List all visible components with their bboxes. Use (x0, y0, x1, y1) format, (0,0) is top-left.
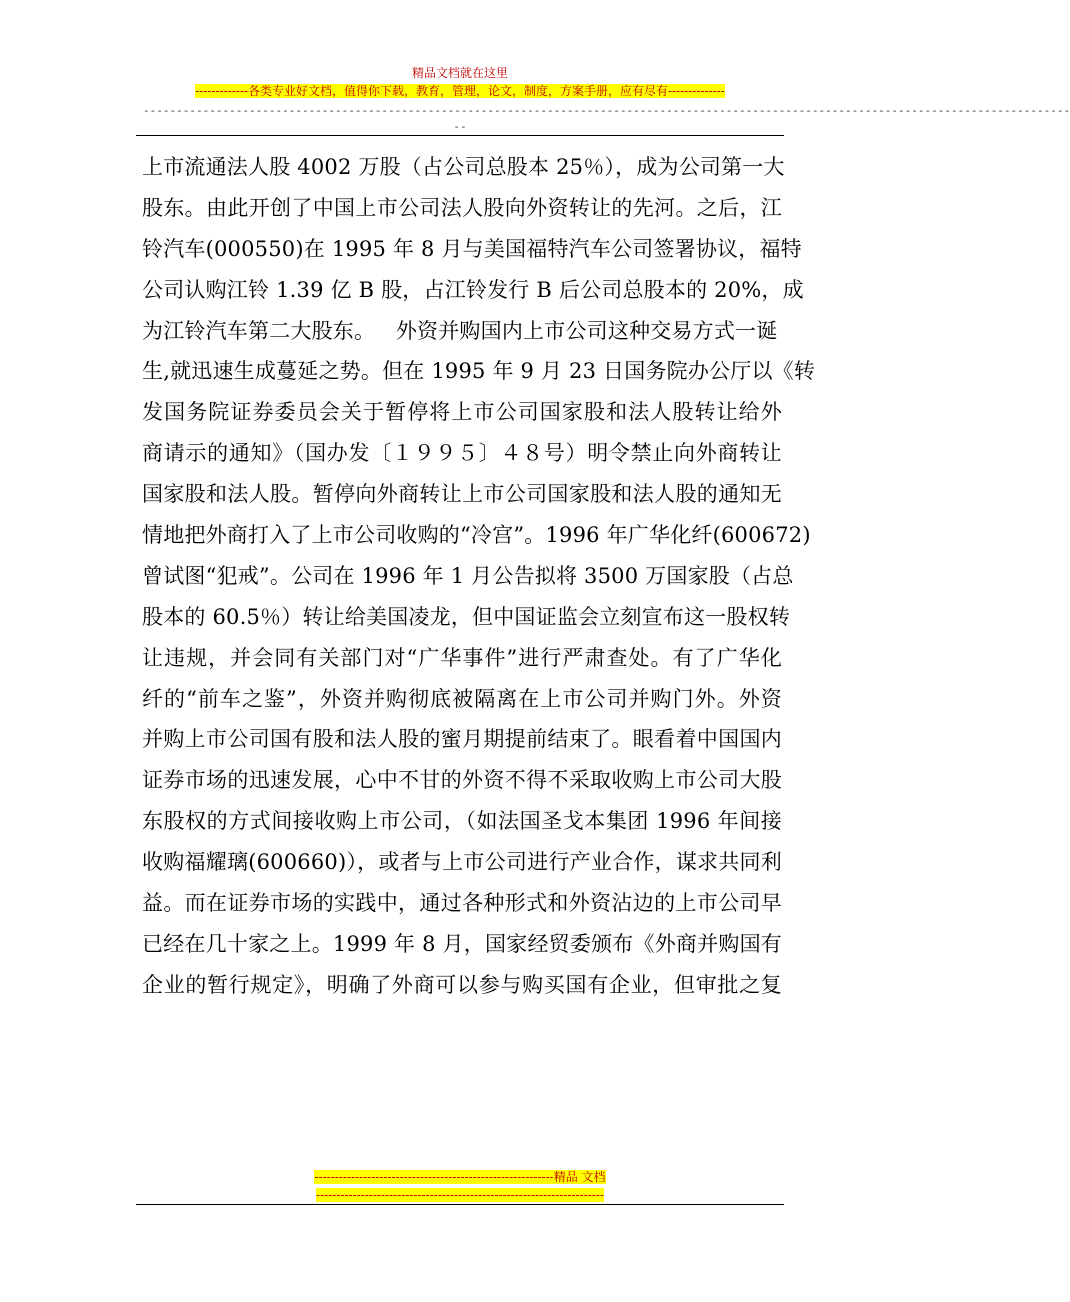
header-subtitle (0, 84, 920, 98)
body-line: 国家股和法人股。暂停向外商转让上市公司国家股和法人股的通知无 (142, 482, 782, 507)
footer-rule (136, 1204, 784, 1205)
body-line: 公司认购江铃 1.39 亿 B 股，占江铃发行 B 后公司总股本的 20%，成 (142, 277, 804, 302)
body-line: 发国务院证券委员会关于暂停将上市公司国家股和法人股转让给外 (142, 400, 782, 425)
body-line: 为江铃汽车第二大股东。 外资并购国内上市公司这种交易方式一诞 (142, 318, 778, 343)
header-dash-line-continued: -- (453, 120, 467, 133)
header-subtitle-text: -------------各类专业好文档，值得你下载，教育，管理，论文，制度，方案手册，应有尽有-------------- (195, 84, 725, 98)
footer-line-1 (0, 1170, 920, 1184)
body-line: 上市流通法人股 4002 万股（占公司总股本 25％），成为公司第一大 (142, 155, 785, 179)
body-line: 商请示的通知》（国办发〔１９９５〕４８号）明令禁止向外商转让 (142, 441, 782, 466)
body-line: 益。而在证券市场的实践中，通过各种形式和外资沾边的上市公司早 (142, 891, 782, 916)
body-line: 东股权的方式间接收购上市公司，（如法国圣戈本集团 1996 年间接 (142, 809, 782, 834)
body-line: 曾试图“犯戒”。公司在 1996 年 1 月公告拟将 3500 万国家股（占总 (142, 563, 794, 588)
body-line: 股东。由此开创了中国上市公司法人股向外资转让的先河。之后，江 (142, 195, 782, 220)
body-line: 股本的 60.5％）转让给美国凌龙，但中国证监会立刻宣布这一股权转 (142, 604, 791, 629)
header-rule (136, 135, 784, 136)
body-line: 已经在几十家之上。1999 年 8 月，国家经贸委颁布《外商并购国有 (142, 931, 782, 956)
body-line: 情地把外商打入了上市公司收购的“冷宫”。1996 年广华化纤(600672) (142, 523, 811, 548)
body-line: 让违规，并会同有关部门对“广华事件”进行严肃查处。有了广华化 (142, 645, 782, 670)
document-body (142, 147, 816, 1006)
header-dash-line: -------------------------------------------------------------------------------------------------------------------------------------------- (143, 104, 1070, 117)
body-line: 收购福耀璃(600660)），或者与上市公司进行产业合作，谋求共同利 (142, 850, 782, 875)
footer-line-2-text: ----------------------------------------------------------------------- (316, 1188, 604, 1202)
header-title: 精品文档就在这里 (411, 66, 508, 80)
footer-line-1-text: -----------------------------------------------------------精品 文档 (314, 1170, 606, 1184)
body-line: 铃汽车(000550)在 1995 年 8 月与美国福特汽车公司签署协议，福特 (142, 236, 802, 261)
body-line: 并购上市公司国有股和法人股的蜜月期提前结束了。眼看着中国国内 (142, 727, 782, 752)
footer-line-2 (0, 1188, 920, 1202)
body-line: 证券市场的迅速发展，心中不甘的外资不得不采取收购上市公司大股 (142, 768, 782, 793)
body-line: 纤的“前车之鉴”，外资并购彻底被隔离在上市公司并购门外。外资 (142, 686, 782, 711)
body-line: 企业的暂行规定》，明确了外商可以参与购买国有企业，但审批之复 (142, 972, 782, 997)
body-line: 生,就迅速生成蔓延之势。但在 1995 年 9 月 23 日国务院办公厅以《转 (142, 359, 816, 384)
